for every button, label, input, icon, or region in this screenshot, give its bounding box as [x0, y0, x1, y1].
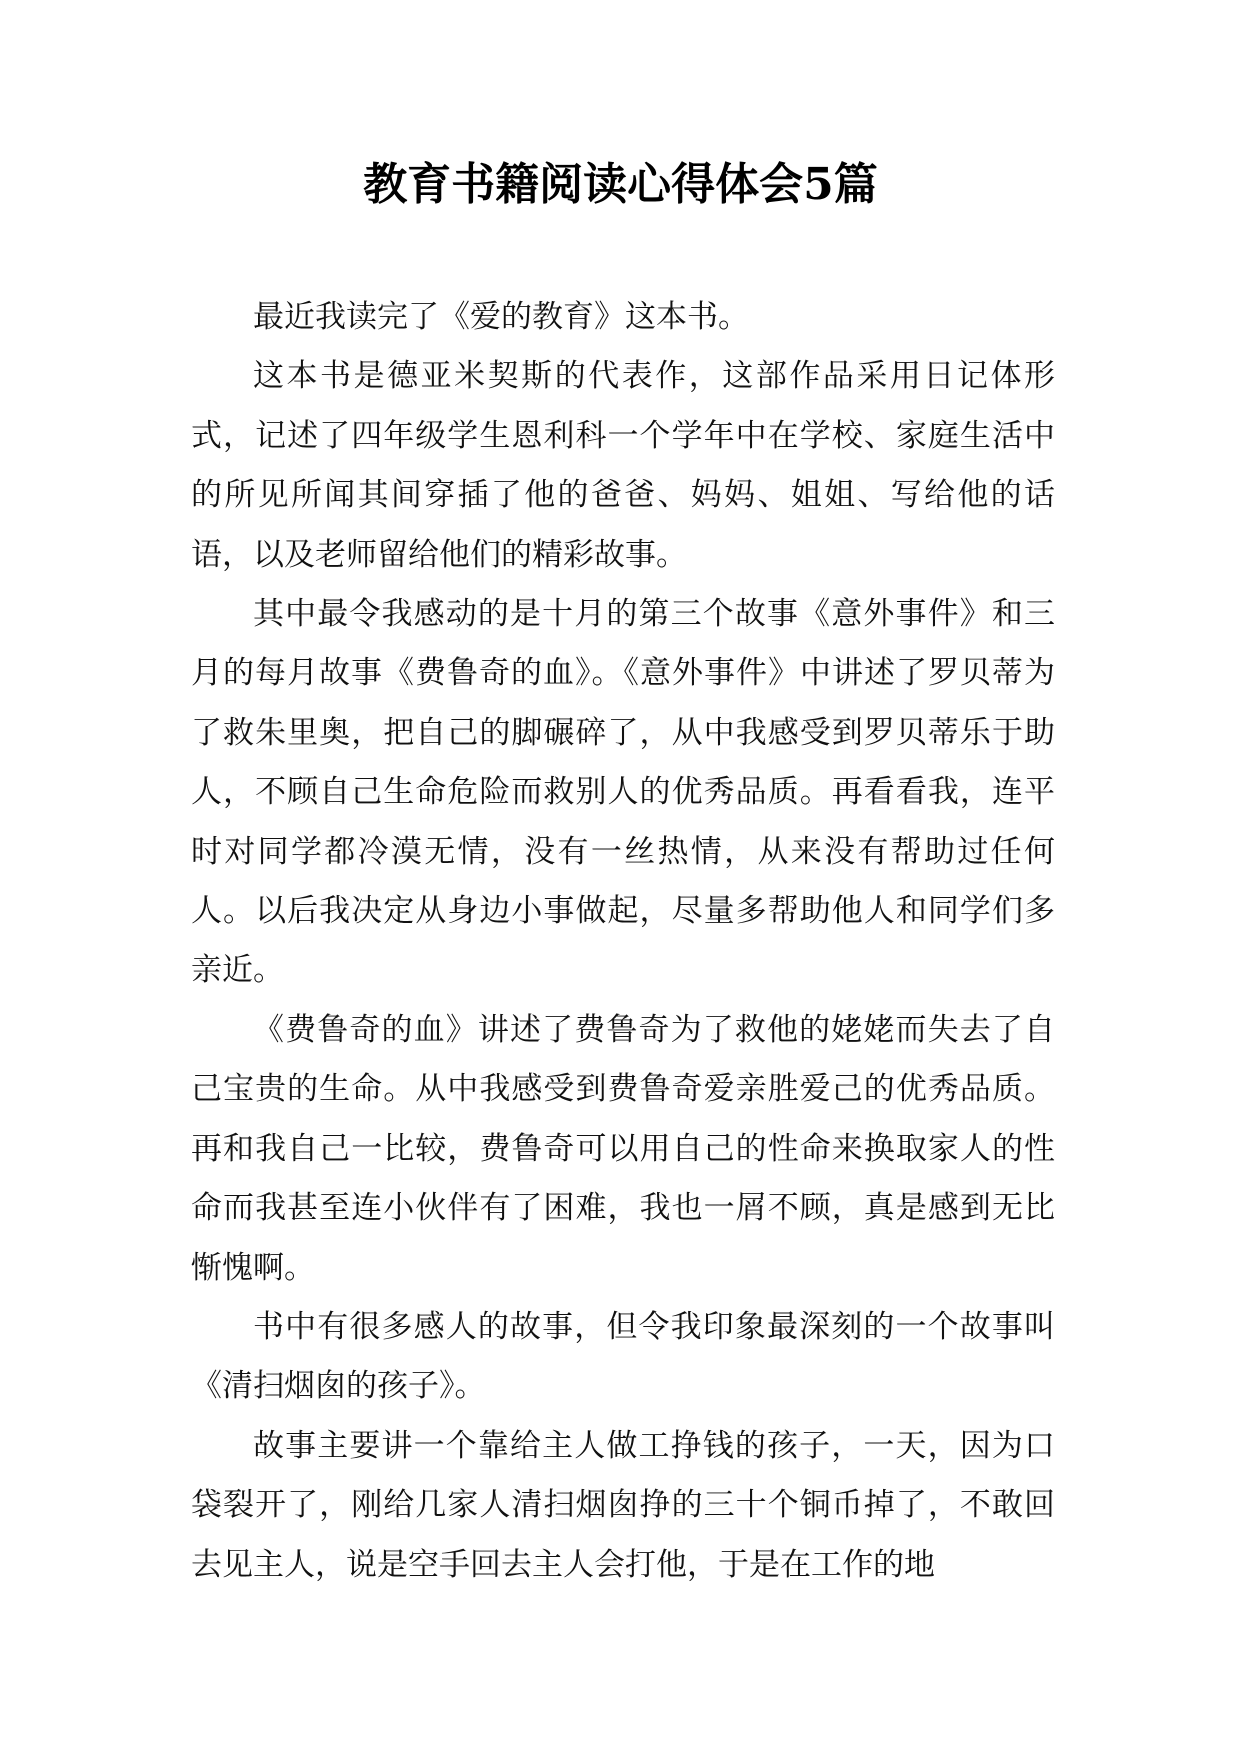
paragraph-2: 这本书是德亚米契斯的代表作，这部作品采用日记体形式，记述了四年级学生恩利科一个学年中在学校、家庭生活中的所见所闻其间穿插了他的爸爸、妈妈、姐姐、写给他的话语，以及老师留给他们的精彩故事。 — [191, 358, 1055, 573]
paragraph-3: 其中最令我感动的是十月的第三个故事《意外事件》和三月的每月故事《费鲁奇的血》。《意外事件》中讲述了罗贝蒂为了救朱里奥，把自己的脚碾碎了，从中我感受到罗贝蒂乐于助人，不顾自己生命危险而救别人的优秀品质。再看看我，连平时对同学都冷漠无情，没有一丝热情，从来没有帮助过任何人。以后我决定从身边小事做起，尽量多帮助他人和同学们多亲近。 — [191, 596, 1055, 989]
paragraph-4: 《费鲁奇的血》讲述了费鲁奇为了救他的姥姥而失去了自己宝贵的生命。从中我感受到费鲁奇爱亲胜爱己的优秀品质。再和我自己一比较，费鲁奇可以用自己的性命来换取家人的性命而我甚至连小伙伴有了困难，我也一屑不顾，真是感到无比惭愧啊。 — [191, 1011, 1055, 1286]
paragraph-5: 书中有很多感人的故事，但令我印象最深刻的一个故事叫《清扫烟囱的孩子》。 — [191, 1308, 1055, 1405]
document-body — [191, 288, 1055, 1595]
document-title: 教育书籍阅读心得体会5篇 — [363, 159, 878, 210]
paragraph-6: 故事主要讲一个靠给主人做工挣钱的孩子，一天，因为口袋裂开了，刚给几家人清扫烟囱挣的三十个铜币掉了，不敢回去见主人，说是空手回去主人会打他，于是在工作的地 — [191, 1427, 1055, 1583]
paragraph-1: 最近我读完了《爱的教育》这本书。 — [253, 299, 749, 335]
